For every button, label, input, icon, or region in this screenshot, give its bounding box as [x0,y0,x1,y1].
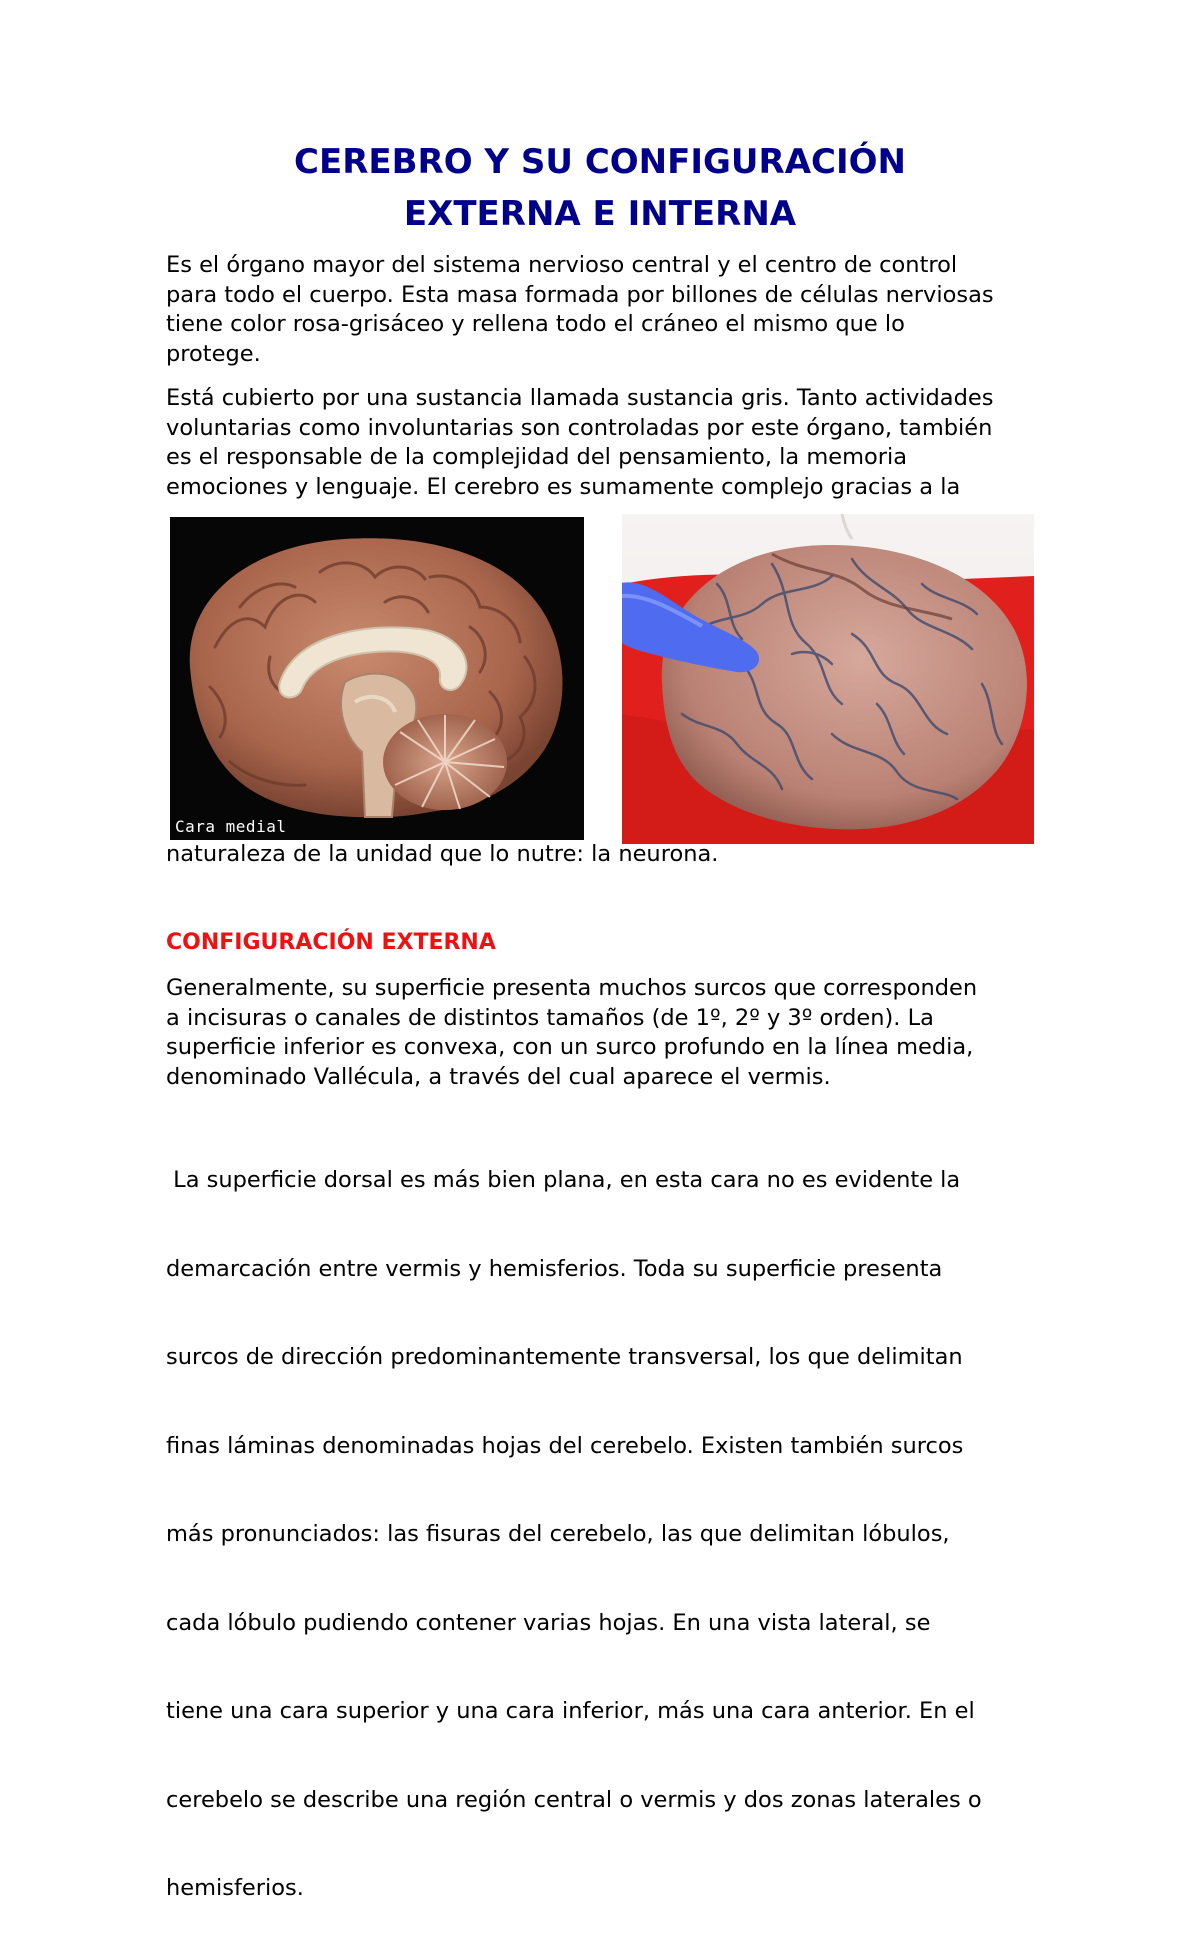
figure-caption: Cara medial [175,817,287,836]
text-line: tiene una cara superior y una cara inferior, más una cara anterior. En el [166,1698,975,1724]
text-line: cada lóbulo pudiendo contener varias hojas. En una vista lateral, se [166,1609,931,1636]
text-line: finas láminas denominadas hojas del cerebelo. Existen también surcos [166,1432,964,1459]
text-line: Generalmente, su superficie presenta muchos surcos que corresponden [166,975,978,1001]
text-line: demarcación entre vermis y hemisferios. Toda su superficie presenta [166,1255,943,1282]
text-line: voluntarias como involuntarias son controladas por este órgano, también [166,414,993,441]
page-title-line-2: EXTERNA E INTERNA [403,194,797,234]
intro-paragraph-2 [166,384,1046,502]
external-paragraph-1 [166,974,1046,1092]
text-line: cerebelo se describe una región central o vermis y dos zonas laterales o [166,1786,982,1813]
text-line: emociones y lenguaje. El cerebro es sumamente complejo gracias a la [166,473,961,500]
page-title [160,136,1040,240]
text-line: Está cubierto por una sustancia llamada sustancia gris. Tanto actividades [166,385,994,411]
text-line: surcos de dirección predominantemente transversal, los que delimitan [166,1344,963,1370]
text-line: más pronunciados: las fisuras del cerebelo, las que delimitan lóbulos, [166,1521,950,1547]
external-paragraph-2 [166,1107,1046,1933]
text-line: a incisuras o canales de distintos tamaños (de 1º, 2º y 3º orden). La [166,1004,934,1031]
brain-medial-illustration [170,517,584,840]
intro-paragraph-2-end: naturaleza de la unidad que lo nutre: la neurona. [166,841,719,867]
text-line: La superficie dorsal es más bien plana, en esta cara no es evidente la [166,1167,961,1193]
text-line: hemisferios. [166,1875,304,1901]
brain-medial-section-photo [170,517,584,840]
text-line: Es el órgano mayor del sistema nervioso central y el centro de control [166,252,958,278]
brain-lateral-illustration [622,514,1034,844]
text-line: superficie inferior es convexa, con un surco profundo en la línea media, [166,1034,974,1060]
text-line: es el responsable de la complejidad del pensamiento, la memoria [166,444,908,470]
intro-paragraph-1 [166,251,1046,369]
brain-lateral-photo [622,514,1034,844]
text-line: tiene color rosa-grisáceo y rellena todo el cráneo el mismo que lo [166,311,905,337]
section-heading-external: CONFIGURACIÓN EXTERNA [166,930,496,955]
text-line: denominado Vallécula, a través del cual aparece el vermis. [166,1063,831,1090]
text-line: protege. [166,340,261,367]
text-line: para todo el cuerpo. Esta masa formada por billones de células nerviosas [166,281,994,308]
page-title-line-1: CEREBRO Y SU CONFIGURACIÓN [294,142,906,182]
